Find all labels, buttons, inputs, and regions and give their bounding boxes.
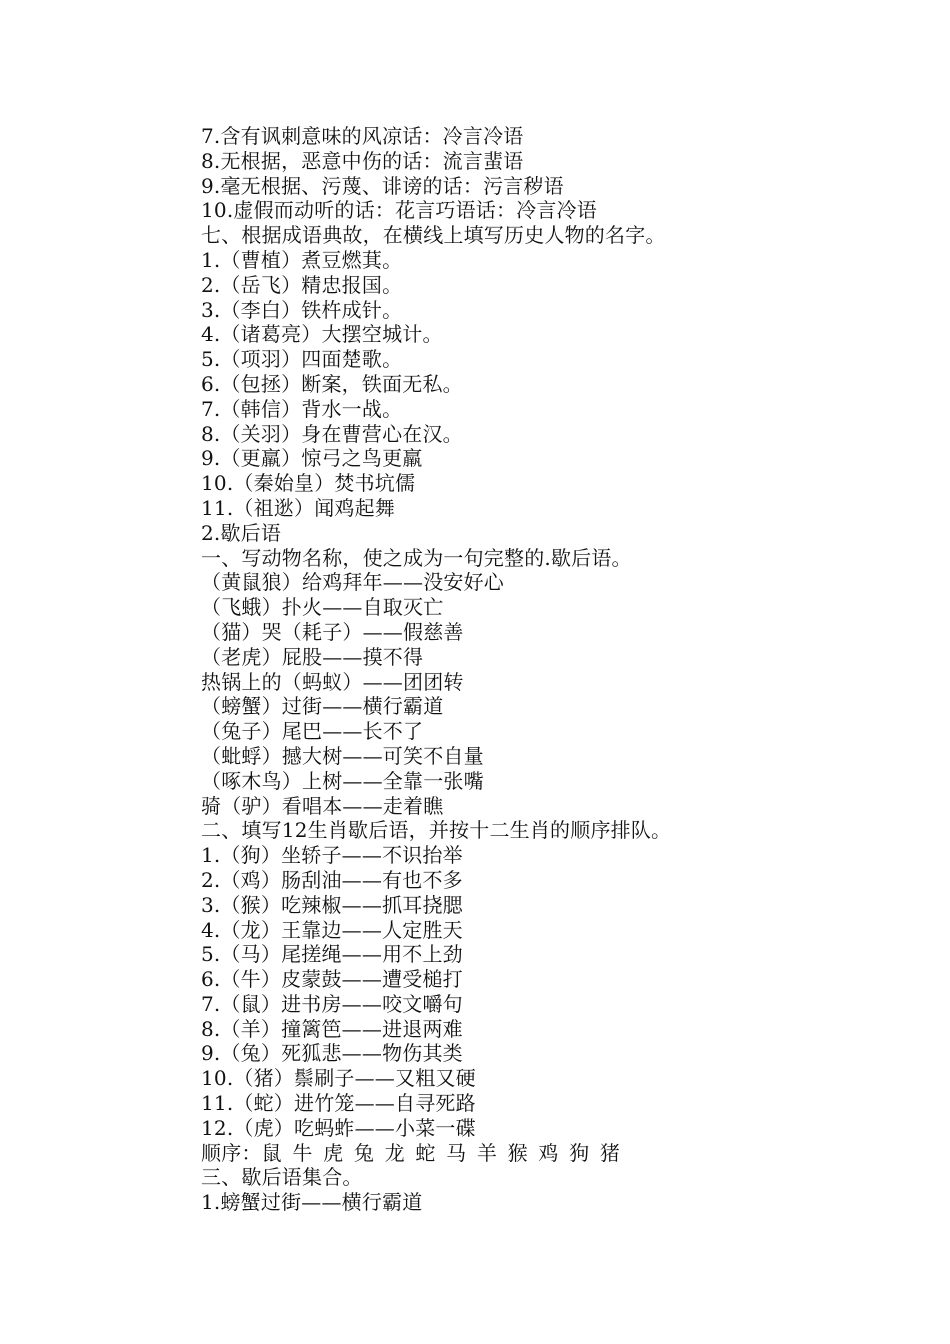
text-line: 4.（诸葛亮）大摆空城计。	[201, 322, 443, 347]
text-line: 3.（猴）吃辣椒——抓耳挠腮	[201, 892, 463, 917]
text-line: 5.（马）尾搓绳——用不上劲	[201, 942, 463, 967]
text-line: 热锅上的（蚂蚁）——团团转	[201, 669, 464, 694]
zodiac-order-line: 顺序：鼠 牛 虎 兔 龙 蛇 马 羊 猴 鸡 狗 猪	[201, 1140, 621, 1165]
text-line: 1.（曹植）煮豆燃萁。	[201, 247, 403, 272]
text-line: 8.无根据，恶意中伤的话：流言蜚语	[201, 148, 524, 173]
text-line: （兔子）尾巴——长不了	[201, 719, 424, 744]
section-heading: 三、歇后语集合。	[201, 1165, 363, 1190]
text-line: （蚍蜉）撼大树——可笑不自量	[201, 743, 484, 768]
text-line: 9.（更羸）惊弓之鸟更羸	[201, 446, 423, 471]
text-line: 1.（狗）坐轿子——不识抬举	[201, 843, 463, 868]
section-heading: 二、填写12生肖歇后语，并按十二生肖的顺序排队。	[201, 818, 672, 843]
section-heading: 一、写动物名称，使之成为一句完整的.歇后语。	[201, 545, 632, 570]
text-line: （啄木鸟）上树——全靠一张嘴	[201, 768, 484, 793]
text-line: （黄鼠狼）给鸡拜年——没安好心	[201, 570, 504, 595]
text-line: 9.（兔）死狐悲——物伤其类	[201, 1041, 463, 1066]
section-heading: 2.歇后语	[201, 520, 282, 545]
section-heading: 七、根据成语典故，在横线上填写历史人物的名字。	[201, 223, 666, 248]
text-line: 11.（蛇）进竹笼——自寻死路	[201, 1091, 476, 1116]
text-line: 6.（包拯）断案，铁面无私。	[201, 371, 463, 396]
text-line: （老虎）屁股——摸不得	[201, 644, 424, 669]
text-line: 10.（猪）鬃刷子——又粗又硬	[201, 1066, 476, 1091]
text-line: 8.（关羽）身在曹营心在汉。	[201, 421, 463, 446]
text-line: 6.（牛）皮蒙鼓——遭受槌打	[201, 967, 463, 992]
text-line: （飞蛾）扑火——自取灭亡	[201, 595, 444, 620]
text-line: 7.（韩信）背水一战。	[201, 396, 403, 421]
text-line: 12.（虎）吃蚂蚱——小菜一碟	[201, 1115, 476, 1140]
text-line: 1.螃蟹过街——横行霸道	[201, 1190, 423, 1215]
text-line: 7.含有讽刺意味的风凉话：冷言冷语	[201, 124, 524, 148]
text-line: 5.（项羽）四面楚歌。	[201, 347, 403, 372]
text-line: （猫）哭（耗子）——假慈善	[201, 619, 464, 644]
text-line: 7.（鼠）进书房——咬文嚼句	[201, 991, 463, 1016]
text-line: （螃蟹）过街——横行霸道	[201, 694, 444, 719]
text-line: 8.（羊）撞篱笆——进退两难	[201, 1016, 463, 1041]
text-line: 2.（岳飞）精忠报国。	[201, 272, 403, 297]
text-line: 4.（龙）王靠边——人定胜天	[201, 917, 463, 942]
text-line: 3.（李白）铁杵成针。	[201, 297, 403, 322]
document-body	[201, 124, 761, 1215]
text-line: 骑（驴）看唱本——走着瞧	[201, 793, 444, 818]
text-line: 2.（鸡）肠刮油——有也不多	[201, 867, 463, 892]
text-line: 9.毫无根据、污蔑、诽谤的话：污言秽语	[201, 173, 564, 198]
text-line: 10.（秦始皇）焚书坑儒	[201, 471, 416, 496]
text-line: 11.（祖逖）闻鸡起舞	[201, 495, 396, 520]
text-line: 10.虚假而动听的话：花言巧语话：冷言冷语	[201, 198, 598, 223]
